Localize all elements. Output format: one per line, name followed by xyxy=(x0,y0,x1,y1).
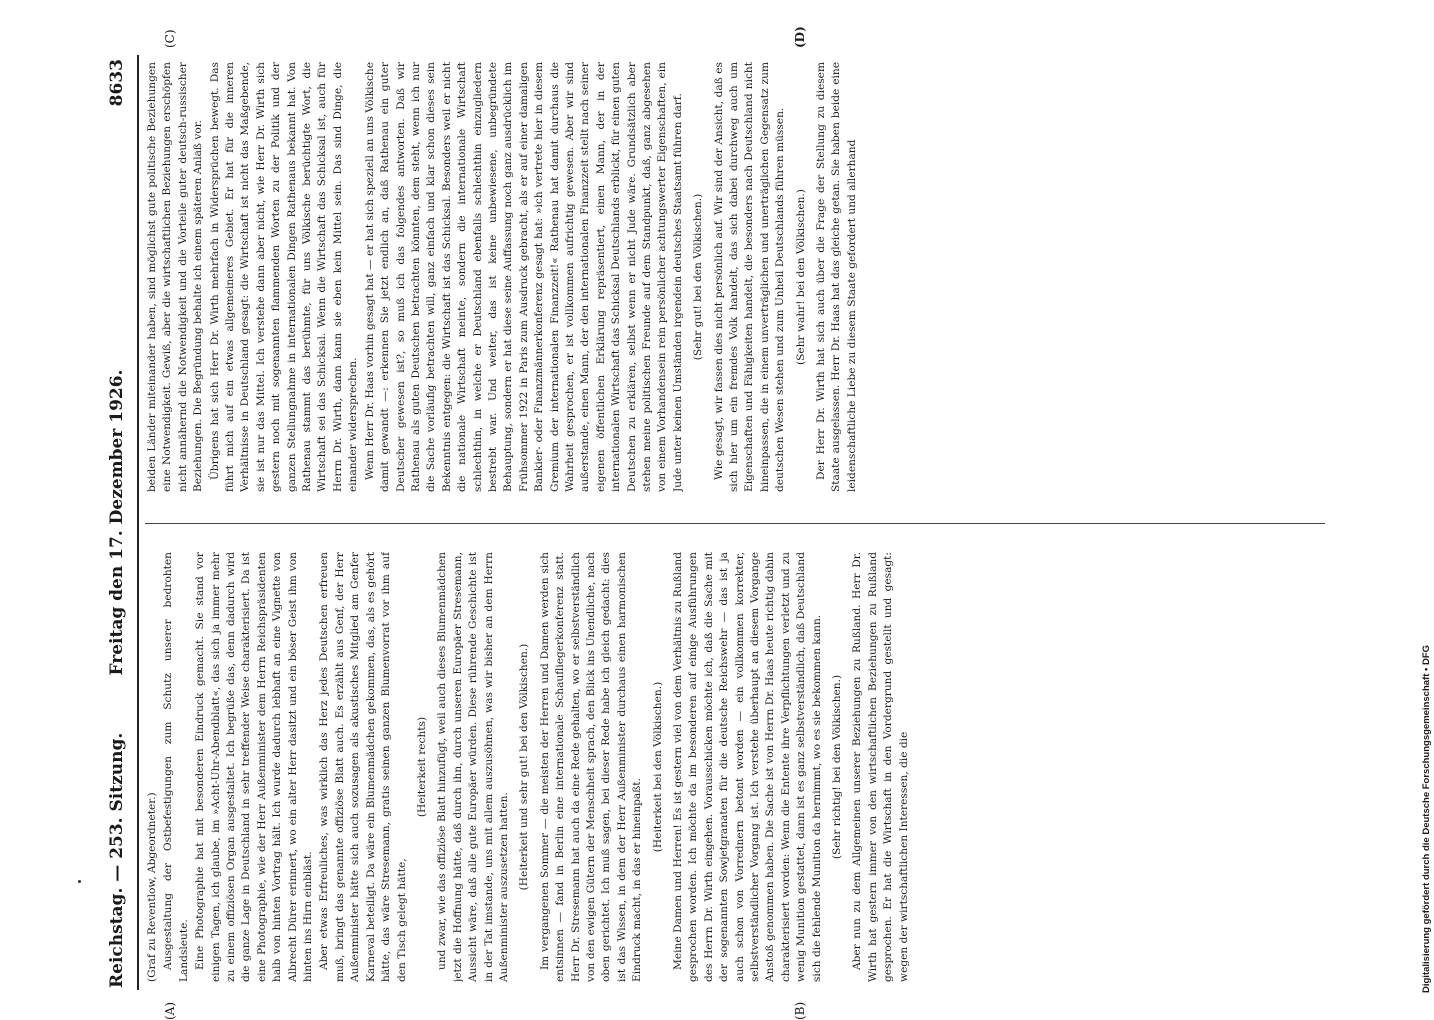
paragraph: Ausgestaltung der Ostbefestigungen zum Schutz unserer bedrohten Landsleute. xyxy=(162,552,190,982)
paragraph: und zwar, wie das offiziöse Blatt hinzufügt, weil auch dieses Blumenmädchen jetzt die Hoffnung hätte, daß durch ihn, durch unseren Europäer Stresemann, Aussicht wäre, daß alle gute Europäer würden. Diese rührende Geschichte ist in der Tat imstande, uns mit allem auszusöhnen, was wir bisher an dem Herrn Außenminister auszusetzen hatten. xyxy=(436,552,510,982)
reaction-note: (Sehr gut! bei den Völkischen.) xyxy=(692,193,705,361)
header-rule xyxy=(137,55,139,990)
reaction-note: (Heiterkeit rechts) xyxy=(415,716,428,818)
reaction-note: (Heiterkeit und sehr gut! bei den Völkischen.) xyxy=(518,643,531,891)
margin-mark-a: (A) xyxy=(163,1001,177,1020)
paragraph: beiden Länder miteinander haben, sind möglichst gute politische Beziehungen eine Notwendigkeit. Gewiß, aber die wirtschaftlichen Beziehungen erschöpfen nicht annähernd die Notwendigkeit und die Vorteile guter deutsch-russischer Beziehungen. Die Begründung behalte ich einem späteren Anlaß vor. xyxy=(146,62,205,492)
right-column xyxy=(145,62,1325,492)
speaker-label: (Graf zu Reventlow, Abgeordneter.) xyxy=(146,792,158,982)
margin-mark-d: (D) xyxy=(793,26,807,48)
page-header xyxy=(93,55,139,990)
header-date: Freitag den 17. Dezember 1926. xyxy=(107,369,127,676)
paragraph: Meine Damen und Herren! Es ist gestern viel von dem Verhältnis zu Rußland gesprochen worden. Ich möchte da im besonderen auf einige Ausführungen des Herrn Dr. Wirth eingehen. Vorausschicken möchte ich, daß die Sache mit der sogenannten Sowjetgranaten für die deutsche Reichswehr — das ist ja auch schon von Vorrednern betont worden — ein vollkommen korrekter, selbstverständlicher Vorgang ist. Ich verstehe überhaupt an diesem Vorgange Anstoß genommen haben. Die Sache ist von Herrn Dr. Haas heute richtig dahin charakterisiert worden: Wenn die Entente ihre Verpflichtungen verletzt und zu wenig Munition gestattet, dann ist es ganz selbstverständlich, daß Deutschland sich die fehlende Munition da hernimmt, wo es sie bekommen kann. xyxy=(672,552,823,982)
margin-mark-b: (B) xyxy=(793,1001,807,1020)
left-column xyxy=(145,552,1325,982)
header-page-number: 8633 xyxy=(107,59,127,107)
margin-mark-c: (C) xyxy=(163,29,177,48)
rotated-newspaper-page xyxy=(93,26,1338,1020)
paragraph: Aber nun zu dem Allgemeinen unserer Beziehungen zu Rußland. Herr Dr. Wirth hat gestern immer von den wirtschaftlichen Beziehungen zu Rußland gesprochen. Er hat die Wirtschaft in den Vordergrund gestellt und gesagt: wegen der wirtschaftlichen Interessen, die die xyxy=(851,552,910,982)
column-divider xyxy=(145,523,1325,524)
reaction-note: (Sehr wahr! bei den Völkischen.) xyxy=(794,189,807,365)
paragraph: Im vergangenen Sommer — die meisten der Herren und Damen werden sich entsinnen — fand in Berlin eine internationale Schaufliegerkonferenz statt. Herr Dr. Stresemann hat auch da eine Rede gehalten, wo er selbstverständlich von den ewigen Gütern der Menschheit sprach, den Blick ins Unendliche, nach oben gerichtet. Ich muß sagen, bei dieser Rede habe ich gleich gedacht: dies ist das Wissen, in dem der Herr Außenminister durchaus einen harmonischen Eindruck macht, in das er hineinpaßt. xyxy=(538,552,644,982)
header-session: Reichstag. — 253. Sitzung. xyxy=(107,732,127,988)
digitization-credit xyxy=(1420,8,1434,998)
paragraph: Übrigens hat sich Herr Dr. Wirth mehrfach in Widersprüchen bewegt. Das führt mich auf ein etwas allgemeineres Gebiet. Er hat für die inneren Verhältnisse in Deutschland gesagt: die Wirtschaft ist nicht das Maßgebende, sie ist nur das Mittel. Ich verstehe dann aber nicht, wie Herr Dr. Wirth sich gestern noch mit sogenannten flammenden Worten zu der Politik und der ganzen Stellungnahme in internationalen Dingen Rathenaus bekannt hat. Von Rathenau stammt das berühmte, für uns Völkische berüchtigte Wort, die Wirtschaft sei das Schicksal. Wenn die Wirtschaft das Schicksal ist, auch für Herrn Dr. Wirth, dann kann sie eben kein Mittel sein. Das sind Dinge, die einander widersprechen. xyxy=(208,62,360,492)
paragraph: Wie gesagt, wir fassen dies nicht persönlich auf. Wir sind der Ansicht, daß es sich hier um ein fremdes Volk handelt, das sich dabei durchweg auch um Eigenschaften und Fähigkeiten handelt, die besonders nach Deutschland nicht hineinpassen, die in einem unverträglichen und unerträglichen Gegensatz zum deutschen Wesen stehen und zum Unheil Deutschlands führen müssen. xyxy=(712,62,787,492)
reaction-note: (Sehr richtig! bei den Völkischen.) xyxy=(831,674,844,860)
paragraph: Aber etwas Erfreuliches, was wirklich das Herz jedes Deutschen erfreuen muß, bringt das genannte offiziöse Blatt auch. Es erzählt aus Genf, der Herr Außenminister hätte sich auch sozusagen als akustisches Mitglied am Genfer Karneval beteiligt. Da wäre ein Blumenmädchen gekommen, das, als es gehört hätte, das wäre Stresemann, gratis seinen ganzen Blumenvorrat vor ihm auf den Tisch gelegt hätte, xyxy=(318,552,408,982)
paragraph: Wenn Herr Dr. Haas vorhin gesagt hat — er hat sich speziell an uns Völkische damit gewandt —: erkennen Sie jetzt endlich an, daß Rathenau ein guter Deutscher gewesen ist?, so muß ich das folgendes antworten. Daß wir Rathenau als guten Deutschen betrachten könnten, dem steht, wenn ich nur die Sache vorläufig betrachten will, ganz einfach und klar schon dieses sein Bekenntnis entgegen: die Wirtschaft ist das Schicksal. Besonders weil er nicht die nationale Wirtschaft meinte, sondern die internationale Wirtschaft schlechthin, in welche er Deutschland ebenfalls schlechthin einzugliedern bestrebt war. Und weiter, das ist keine unbewiesene, unbegründete Behauptung, sondern er hat diese seine Auffassung noch ganz ausdrücklich im Frühsommer 1922 in Paris zum Ausdruck gebracht, als er auf einer damaligen Bankier- oder Finanzmännerkonferenz gesagt hat: »ich vertrete hier in diesem Gremium der internationalen Finanzzeit!« Rathenau hat damit durchaus die Wahrheit gesprochen, er ist vollkommen aufrichtig gewesen. Aber wir sind außerstande, einen Mann, der den internationalen Finanzzeit stellt nach seiner eigenen öffentlichen Erklärung repräsentiert, einen Mann, der in der internationalen Wirtschaft das Schicksal Deutschlands erblickt, für einen guten Deutschen zu erklären, selbst wenn er nicht Jude wäre. Grundsätzlich aber stehen meine politischen Freunde auf dem Standpunkt, daß, ganz abgesehen von einem Vorhandensein rein persönlicher achtungswerter Eigenschaften, ein Jude unter keinen Umständen irgendein deutsches Staatsamt führen darf. xyxy=(363,62,684,492)
paragraph: Eine Photographie hat mit besonderen Eindruck gemacht. Sie stand vor einigen Tagen, ich glaube, im »Acht-Uhr-Abendblatt«, das sich ja immer mehr zu einem offiziösen Organ ausgestaltet. Ich begrüße das, denn dadurch wird die ganze Lage in Deutschland in sehr treffender Weise charakterisiert. Da ist eine Photographie, wie der Herr Außenminister dem Herrn Reichspräsidenten halb von hinten Vortrag hält. Ich wurde dadurch lebhaft an eine Vignette von Albrecht Dürer erinnert, wo ein alter Herr dasitzt und ein böser Geist ihm von hinten ins Hirn einbläst. xyxy=(194,552,315,982)
digitization-credit-text: Digitalisierung gefördert durch die Deutsche Forschungsgemeinschaft • DFG xyxy=(1421,644,1432,993)
reaction-note: (Heiterkeit bei den Völkischen.) xyxy=(651,681,664,853)
print-speck xyxy=(78,880,81,883)
paragraph: Der Herr Dr. Wirth hat sich auch über die Frage der Stellung zu diesem Staate ausgelassen. Herr Dr. Haas hat das gleiche getan. Sie haben beide eine leidenschaftliche Liebe zu diesem Staate gefordert und allerhand xyxy=(815,62,858,492)
